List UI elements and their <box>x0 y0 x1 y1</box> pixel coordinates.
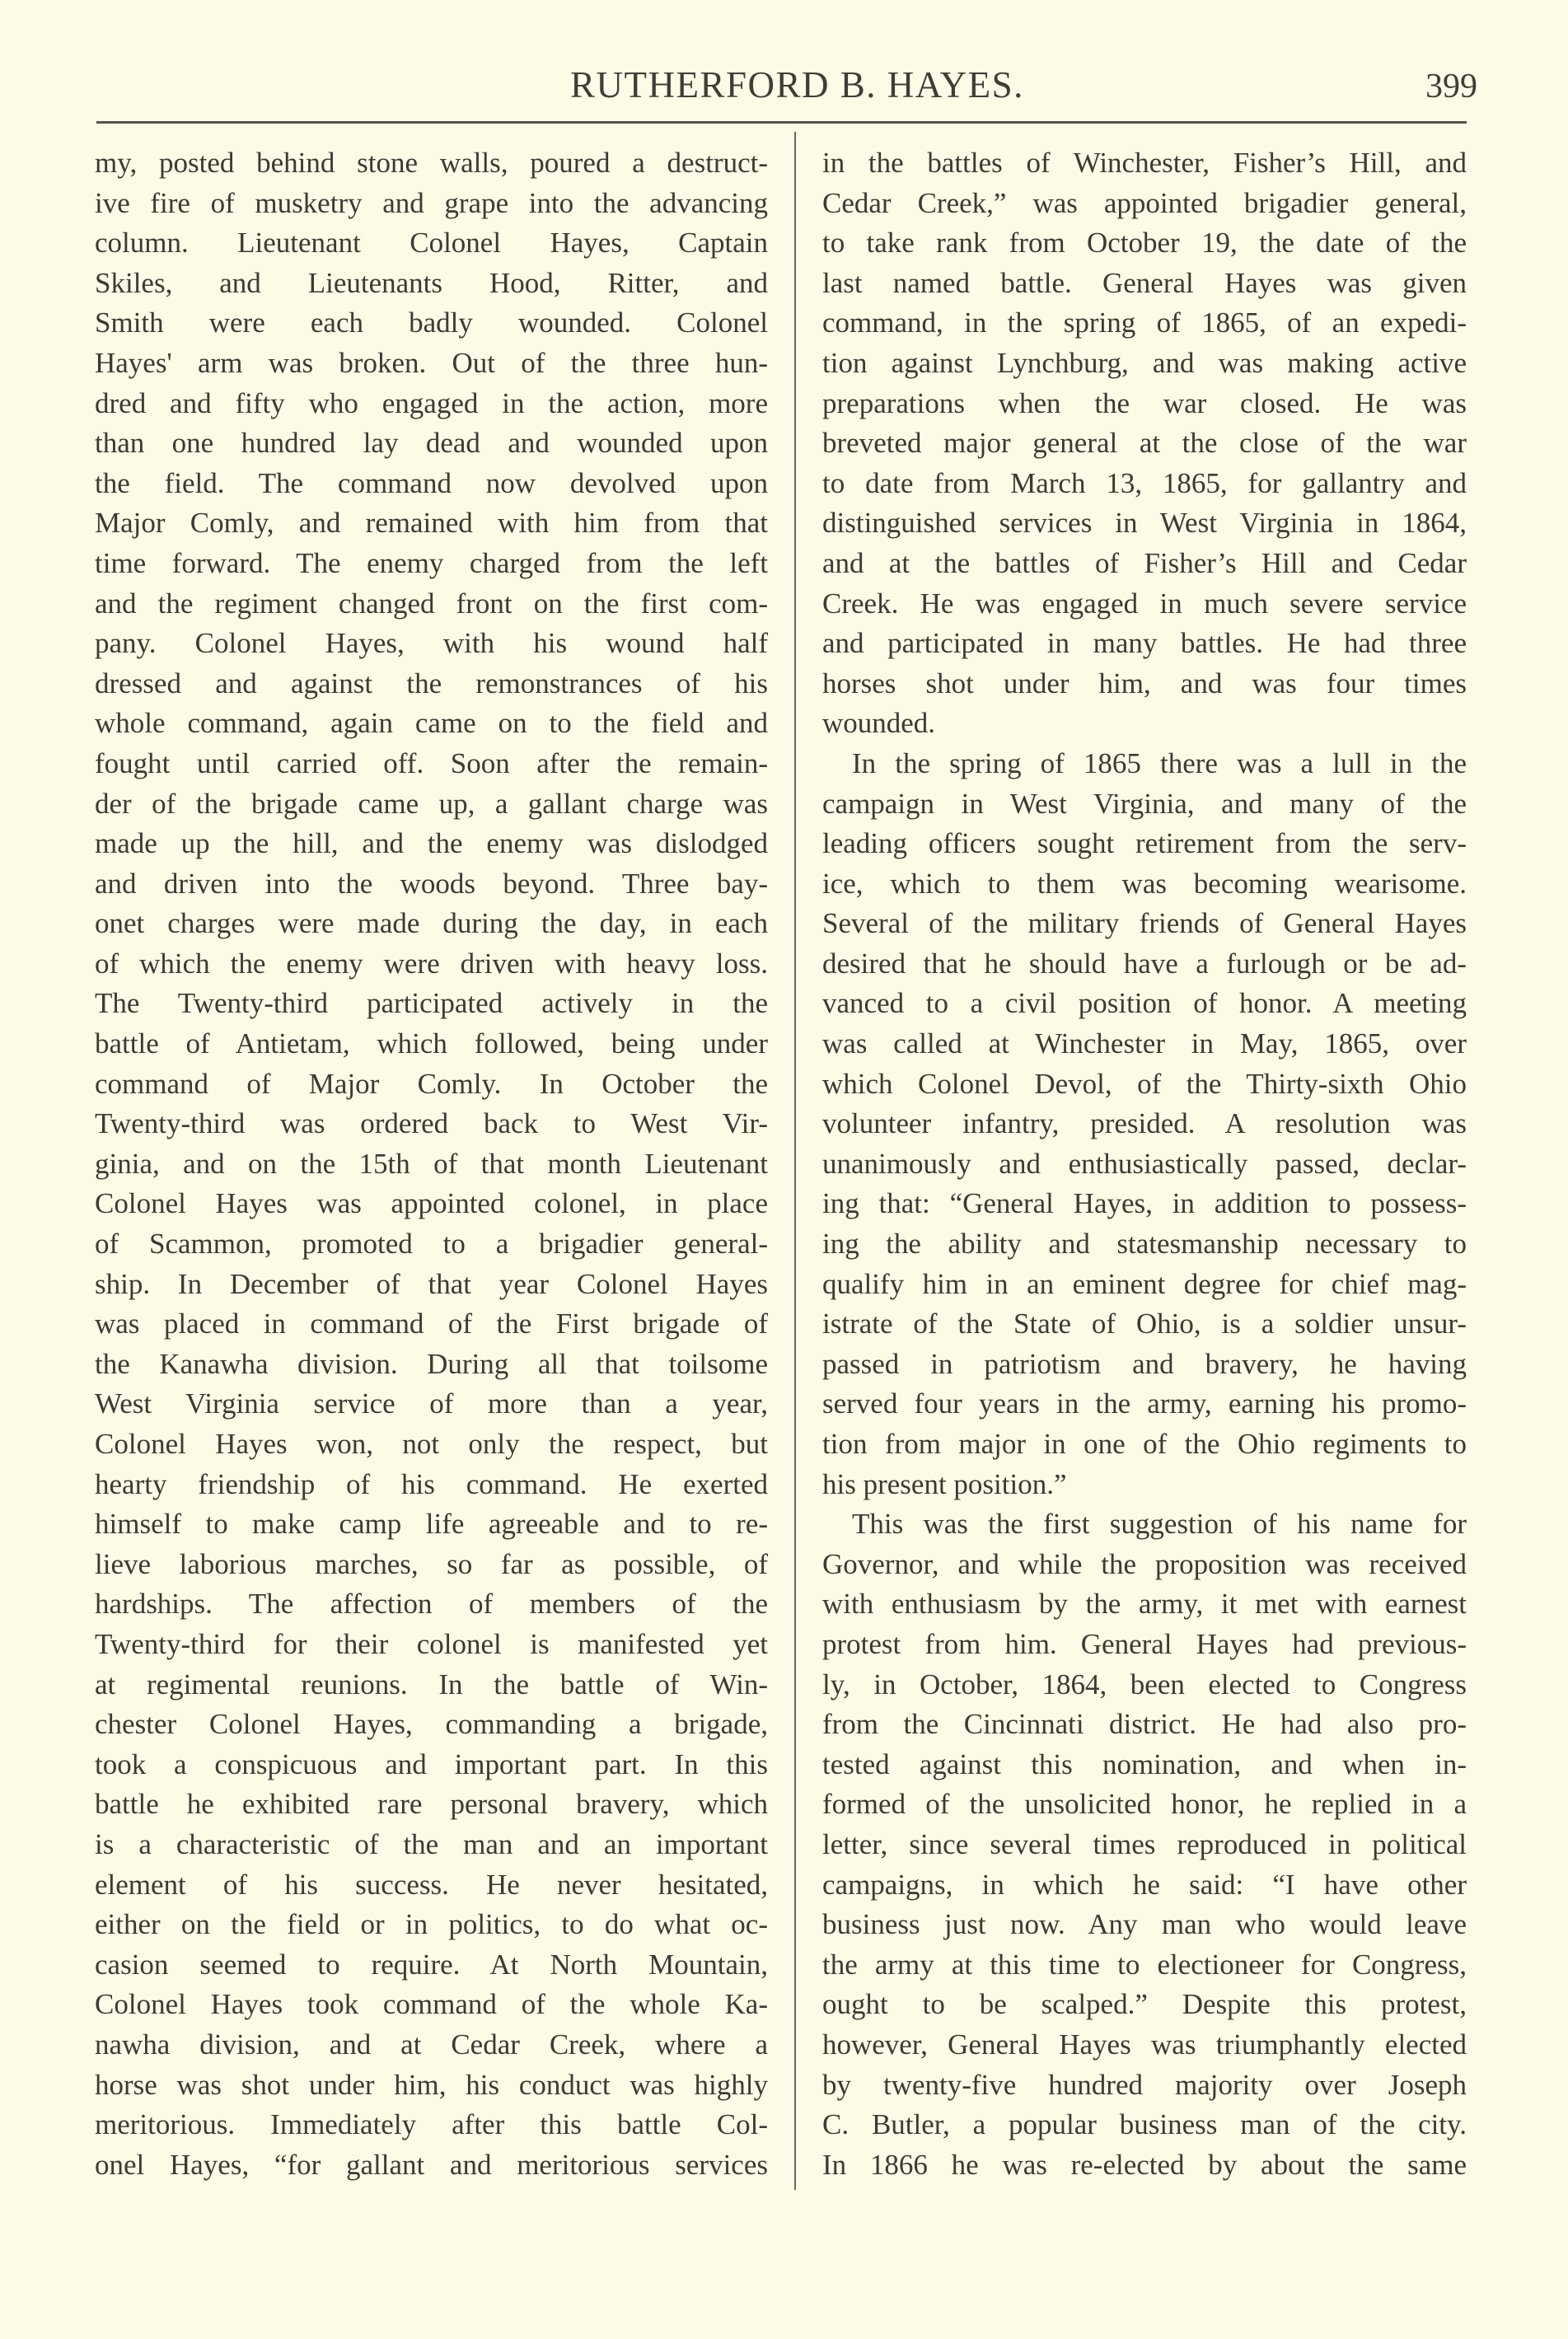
text-line: than one hundred lay dead and wounded upon <box>95 427 768 460</box>
paragraph <box>822 744 1467 1504</box>
text-line: campaign in West Virginia, and many of the <box>822 787 1467 820</box>
text-line: Skiles, and Lieutenants Hood, Ritter, and <box>95 266 768 299</box>
text-line: unanimously and enthusiastically passed, declar- <box>822 1147 1467 1180</box>
text-line: last named battle. General Hayes was given <box>822 266 1467 299</box>
text-line: by twenty-five hundred majority over Joseph <box>822 2068 1467 2101</box>
text-line: ginia, and on the 15th of that month Lieutenant <box>95 1147 768 1180</box>
text-line: column. Lieutenant Colonel Hayes, Captain <box>95 227 768 260</box>
text-line: horses shot under him, and was four times <box>822 667 1467 699</box>
column-divider <box>794 132 796 2190</box>
text-line: the field. The command now devolved upon <box>95 466 768 499</box>
text-line: Major Comly, and remained with him from that <box>95 507 768 540</box>
text-line: was placed in command of the First brigade of <box>95 1308 768 1340</box>
text-line: letter, since several times reproduced in political <box>822 1827 1467 1860</box>
text-line: with enthusiasm by the army, it met with earnest <box>822 1588 1467 1621</box>
text-line: tested against this nomination, and when in- <box>822 1747 1467 1780</box>
text-line: however, General Hayes was triumphantly elected <box>822 2028 1467 2061</box>
text-line: dred and fifty who engaged in the action, more <box>95 386 768 419</box>
text-line: took a conspicuous and important part. In this <box>95 1747 768 1780</box>
text-line: of Scammon, promoted to a brigadier general- <box>95 1228 768 1261</box>
text-line: der of the brigade came up, a gallant charge was <box>95 787 768 820</box>
text-line: at regimental reunions. In the battle of Win- <box>95 1668 768 1700</box>
text-line: volunteer infantry, presided. A resolution was <box>822 1107 1467 1140</box>
running-title: RUTHERFORD B. HAYES. <box>570 64 1024 105</box>
text-line: protest from him. General Hayes had previous- <box>822 1627 1467 1660</box>
right-column <box>822 143 1467 2185</box>
text-line: In 1866 he was re-elected by about the same <box>822 2148 1467 2181</box>
text-line: meritorious. Immediately after this battle Col- <box>95 2108 768 2141</box>
text-line: command, in the spring of 1865, of an expedi- <box>822 306 1467 339</box>
text-line: in the battles of Winchester, Fisher’s Hill, and <box>822 147 1467 179</box>
text-line: lieve laborious marches, so far as possible, of <box>95 1547 768 1580</box>
text-line: hardships. The affection of members of the <box>95 1588 768 1621</box>
text-line: fought until carried off. Soon after the remain- <box>95 746 768 779</box>
text-line: ing the ability and statesmanship necessary to <box>822 1228 1467 1261</box>
left-column <box>95 143 768 2185</box>
text-line: served four years in the army, earning his promo- <box>822 1387 1467 1420</box>
text-line: preparations when the war closed. He was <box>822 386 1467 419</box>
text-line: Creek. He was engaged in much severe service <box>822 587 1467 620</box>
text-line: his present position.” <box>822 1467 1067 1500</box>
text-line: wounded. <box>822 707 936 740</box>
text-line: casion seemed to require. At North Mountain, <box>95 1948 768 1981</box>
text-line: from the Cincinnati district. He had also pro- <box>822 1708 1467 1741</box>
text-line: onel Hayes, “for gallant and meritorious services <box>95 2148 768 2181</box>
text-line: my, posted behind stone walls, poured a destruct- <box>95 147 768 179</box>
text-line: Hayes' arm was broken. Out of the three hun- <box>95 346 768 379</box>
text-line: vanced to a civil position of honor. A meeting <box>822 987 1467 1020</box>
text-line: hearty friendship of his command. He exerted <box>95 1467 768 1500</box>
text-line: formed of the unsolicited honor, he replied in a <box>822 1788 1467 1821</box>
text-line: ive fire of musketry and grape into the advancing <box>95 186 768 219</box>
text-line: either on the field or in politics, to do what oc- <box>95 1908 768 1941</box>
text-line: battle of Antietam, which followed, being under <box>95 1027 768 1060</box>
text-line: Colonel Hayes won, not only the respect, but <box>95 1428 768 1460</box>
text-line: ship. In December of that year Colonel Hayes <box>95 1267 768 1300</box>
text-line: ought to be scalped.” Despite this protest, <box>822 1988 1467 2021</box>
text-line: campaigns, in which he said: “I have other <box>822 1868 1467 1901</box>
paragraph <box>822 1504 1467 2185</box>
text-line: Governor, and while the proposition was received <box>822 1547 1467 1580</box>
text-line: C. Butler, a popular business man of the city. <box>822 2108 1467 2141</box>
text-line: onet charges were made during the day, in each <box>95 907 768 940</box>
text-line: istrate of the State of Ohio, is a soldier unsur- <box>822 1308 1467 1340</box>
text-line: distinguished services in West Virginia in 1864, <box>822 507 1467 540</box>
text-line: Colonel Hayes took command of the whole Ka- <box>95 1988 768 2021</box>
text-line: to date from March 13, 1865, for gallantry and <box>822 466 1467 499</box>
text-line: and the regiment changed front on the first com- <box>95 587 768 620</box>
text-line: qualify him in an eminent degree for chief mag- <box>822 1267 1467 1300</box>
text-line: Twenty-third was ordered back to West Vir- <box>95 1107 768 1140</box>
text-line: tion from major in one of the Ohio regiments to <box>822 1428 1467 1460</box>
text-line: ly, in October, 1864, been elected to Congress <box>822 1668 1467 1700</box>
text-line: horse was shot under him, his conduct was highly <box>95 2068 768 2101</box>
text-line: passed in patriotism and bravery, he having <box>822 1347 1467 1380</box>
text-line: Twenty-third for their colonel is manifested yet <box>95 1627 768 1660</box>
text-line: Several of the military friends of General Hayes <box>822 907 1467 940</box>
text-line: the army at this time to electioneer for Congress, <box>822 1948 1467 1981</box>
text-line: dressed and against the remonstrances of his <box>95 667 768 699</box>
text-line: ice, which to them was becoming wearisome. <box>822 867 1467 900</box>
text-line: Smith were each badly wounded. Colonel <box>95 306 768 339</box>
text-line: West Virginia service of more than a year, <box>95 1387 768 1420</box>
text-line: business just now. Any man who would leave <box>822 1908 1467 1941</box>
text-line: The Twenty-third participated actively in the <box>95 987 768 1020</box>
text-line: nawha division, and at Cedar Creek, where a <box>95 2028 768 2061</box>
text-line: tion against Lynchburg, and was making active <box>822 346 1467 379</box>
text-line: This was the first suggestion of his name for <box>852 1508 1467 1541</box>
text-line: leading officers sought retirement from the serv- <box>822 827 1467 860</box>
text-line: battle he exhibited rare personal bravery, which <box>95 1788 768 1821</box>
header-rule <box>96 121 1467 124</box>
text-line: element of his success. He never hesitated, <box>95 1868 768 1901</box>
text-line: and at the battles of Fisher’s Hill and Cedar <box>822 546 1467 579</box>
page-number: 399 <box>1425 68 1477 105</box>
text-line: Colonel Hayes was appointed colonel, in place <box>95 1187 768 1220</box>
text-line: himself to make camp life agreeable and to re- <box>95 1508 768 1541</box>
text-line: command of Major Comly. In October the <box>95 1067 768 1100</box>
text-line: is a characteristic of the man and an important <box>95 1827 768 1860</box>
text-line: the Kanawha division. During all that toilsome <box>95 1347 768 1380</box>
text-line: desired that he should have a furlough or be ad- <box>822 947 1467 980</box>
text-line: to take rank from October 19, the date of the <box>822 227 1467 260</box>
text-line: chester Colonel Hayes, commanding a brigade, <box>95 1708 768 1741</box>
text-line: whole command, again came on to the field and <box>95 707 768 740</box>
text-line: which Colonel Devol, of the Thirty-sixth Ohio <box>822 1067 1467 1100</box>
text-line: and driven into the woods beyond. Three bay- <box>95 867 768 900</box>
text-line: In the spring of 1865 there was a lull in the <box>852 746 1467 779</box>
text-line: pany. Colonel Hayes, with his wound half <box>95 627 768 660</box>
text-line: of which the enemy were driven with heavy loss. <box>95 947 768 980</box>
text-line: Cedar Creek,” was appointed brigadier general, <box>822 186 1467 219</box>
text-line: made up the hill, and the enemy was dislodged <box>95 827 768 860</box>
text-line: ing that: “General Hayes, in addition to possess- <box>822 1187 1467 1220</box>
text-line: time forward. The enemy charged from the left <box>95 546 768 579</box>
paragraph <box>822 143 1467 744</box>
text-line: was called at Winchester in May, 1865, over <box>822 1027 1467 1060</box>
text-line: breveted major general at the close of the war <box>822 427 1467 460</box>
text-line: and participated in many battles. He had three <box>822 627 1467 660</box>
